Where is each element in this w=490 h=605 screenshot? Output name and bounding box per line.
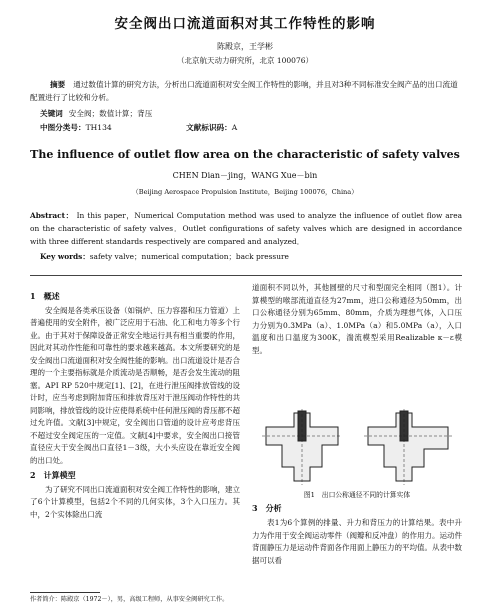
section-1-heading: 1 概述 [30, 291, 60, 301]
abstract-en-label: Abstract： [30, 211, 74, 220]
section-3-paragraph: 表1为6个算例的排量、升力和背压力的计算结果。表中升力为作用于安全阀运动零件（阀瓣和反冲盘）的作用力。运动件背面静压力是运动件背面各作用面上静压力的平均值。从表中数据可以看 [252, 518, 462, 565]
class-no-value: TH134 [85, 123, 112, 132]
section-divider [30, 275, 462, 276]
footnote-rule [30, 592, 100, 593]
valve-model-right [364, 409, 452, 485]
keywords-en-label: Key words： [40, 252, 90, 261]
abstract-cn-label: 摘要 [50, 80, 66, 89]
right-column-paragraph: 道面积不同以外，其他圆壁的尺寸和型面完全相同（图1）。计算模型的喉部流道直径为27mm，进口公称通径为50mm，出口公称通径分别为65mm、80mm，介质为理想气体，入口压力分别为0.3MPa（a）、1.0MPa（a）和5.0MPa（a），入口温度和出口温度为300K，湍流模型采用Realizable κ－ε模型。 [252, 283, 462, 355]
title-cn: 安全阀出口流道面积对其工作特性的影响 [114, 16, 376, 32]
left-column [30, 288, 240, 521]
doc-code [186, 123, 273, 132]
doc-code-value: A [231, 123, 238, 132]
section-3-heading: 3 分析 [252, 503, 282, 513]
valve-model-left [262, 409, 342, 485]
abstract-en-text: In this paper，Numerical Computation method was used to analyze the influence of outlet flow area on the characteristic of safety valves．Outlet configurations of safety valves which are designed in accordance with three different standards respectively are compared and analyzed． [30, 211, 462, 246]
title-en: The influence of outlet flow area on the characteristic of safety valves [30, 148, 460, 161]
keywords-cn-text: 安全阀；数值计算；背压 [68, 109, 153, 118]
affiliation-en: （Beijing Aerospace Propulsion Institute，Beijing 100076，China） [132, 188, 358, 196]
class-no [40, 123, 148, 132]
authors-cn: 陈殿京，王学彬 [217, 42, 273, 51]
doc-code-label: 文献标识码： [186, 123, 232, 132]
keywords-cn [40, 108, 460, 119]
classification-line [40, 122, 460, 133]
abstract-en [30, 209, 462, 248]
class-no-label: 中图分类号： [40, 123, 86, 132]
keywords-en-text: safety valve；numerical computation；back pressure [89, 252, 289, 261]
section-2-paragraph: 为了研究不同出口流道面积对安全阀工作特性的影响，建立了6个计算模型，包括2个不同的几何实体，3个入口压力。其中，2个实体除出口流 [30, 484, 240, 519]
section-2-heading: 2 计算模型 [30, 470, 76, 480]
right-column [252, 282, 462, 357]
abstract-cn [30, 78, 462, 104]
figure-1-valve-geometry [258, 405, 456, 487]
footnote: 作者简介：陈殿京（1972－），男，高级工程师，从事安全阀研究工作。 [30, 596, 229, 603]
section-1-paragraph: 安全阀是各类承压设备（如锅炉、压力容器和压力管道）上普遍使用的安全附件，被广泛应用于石油、化工和电力等多个行业。由于其对于保障设备正常安全地运行具有相当重要的作用，因此对其动作性能和可靠性的要求越来越高。本文所要研究的是安全阀出口流道面积对安全阀性能的影响。出口流道设计是否合理的一个主要指标就是介质流动是否顺畅，是否会发生流动的阻塞。API RP 520中规定[1]、[2]，在进行泄压阀排放管线的设计时，应当考虑到附加背压和排放背压对于泄压阀动作特性的共同影响，排放管线的设计应使得系统中任何泄压阀的背压都不超过允许值。文献[3]中规定，安全阀出口管道的设计应考虑背压不超过安全阀定压的一定值。文献[4]中要求，安全阀出口接管直径应大于安全阀出口直径1－3级，大小头应设在靠近安全阀的出口处。 [30, 305, 240, 465]
keywords-en [40, 251, 460, 262]
authors-en: CHEN Dian－jing，WANG Xue－bin [172, 171, 318, 180]
affiliation-cn: （北京航天动力研究所，北京 100076） [176, 56, 313, 65]
abstract-cn-text: 通过数值计算的研究方法，分析出口流道面积对安全阀工作特性的影响，并且对3种不同标准安全阀产品的出口流道配置进行了比较和分析。 [30, 80, 458, 102]
figure-1-caption: 图1 出口公称通径不同的计算实体 [303, 491, 411, 499]
keywords-cn-label: 关键词 [40, 109, 63, 118]
